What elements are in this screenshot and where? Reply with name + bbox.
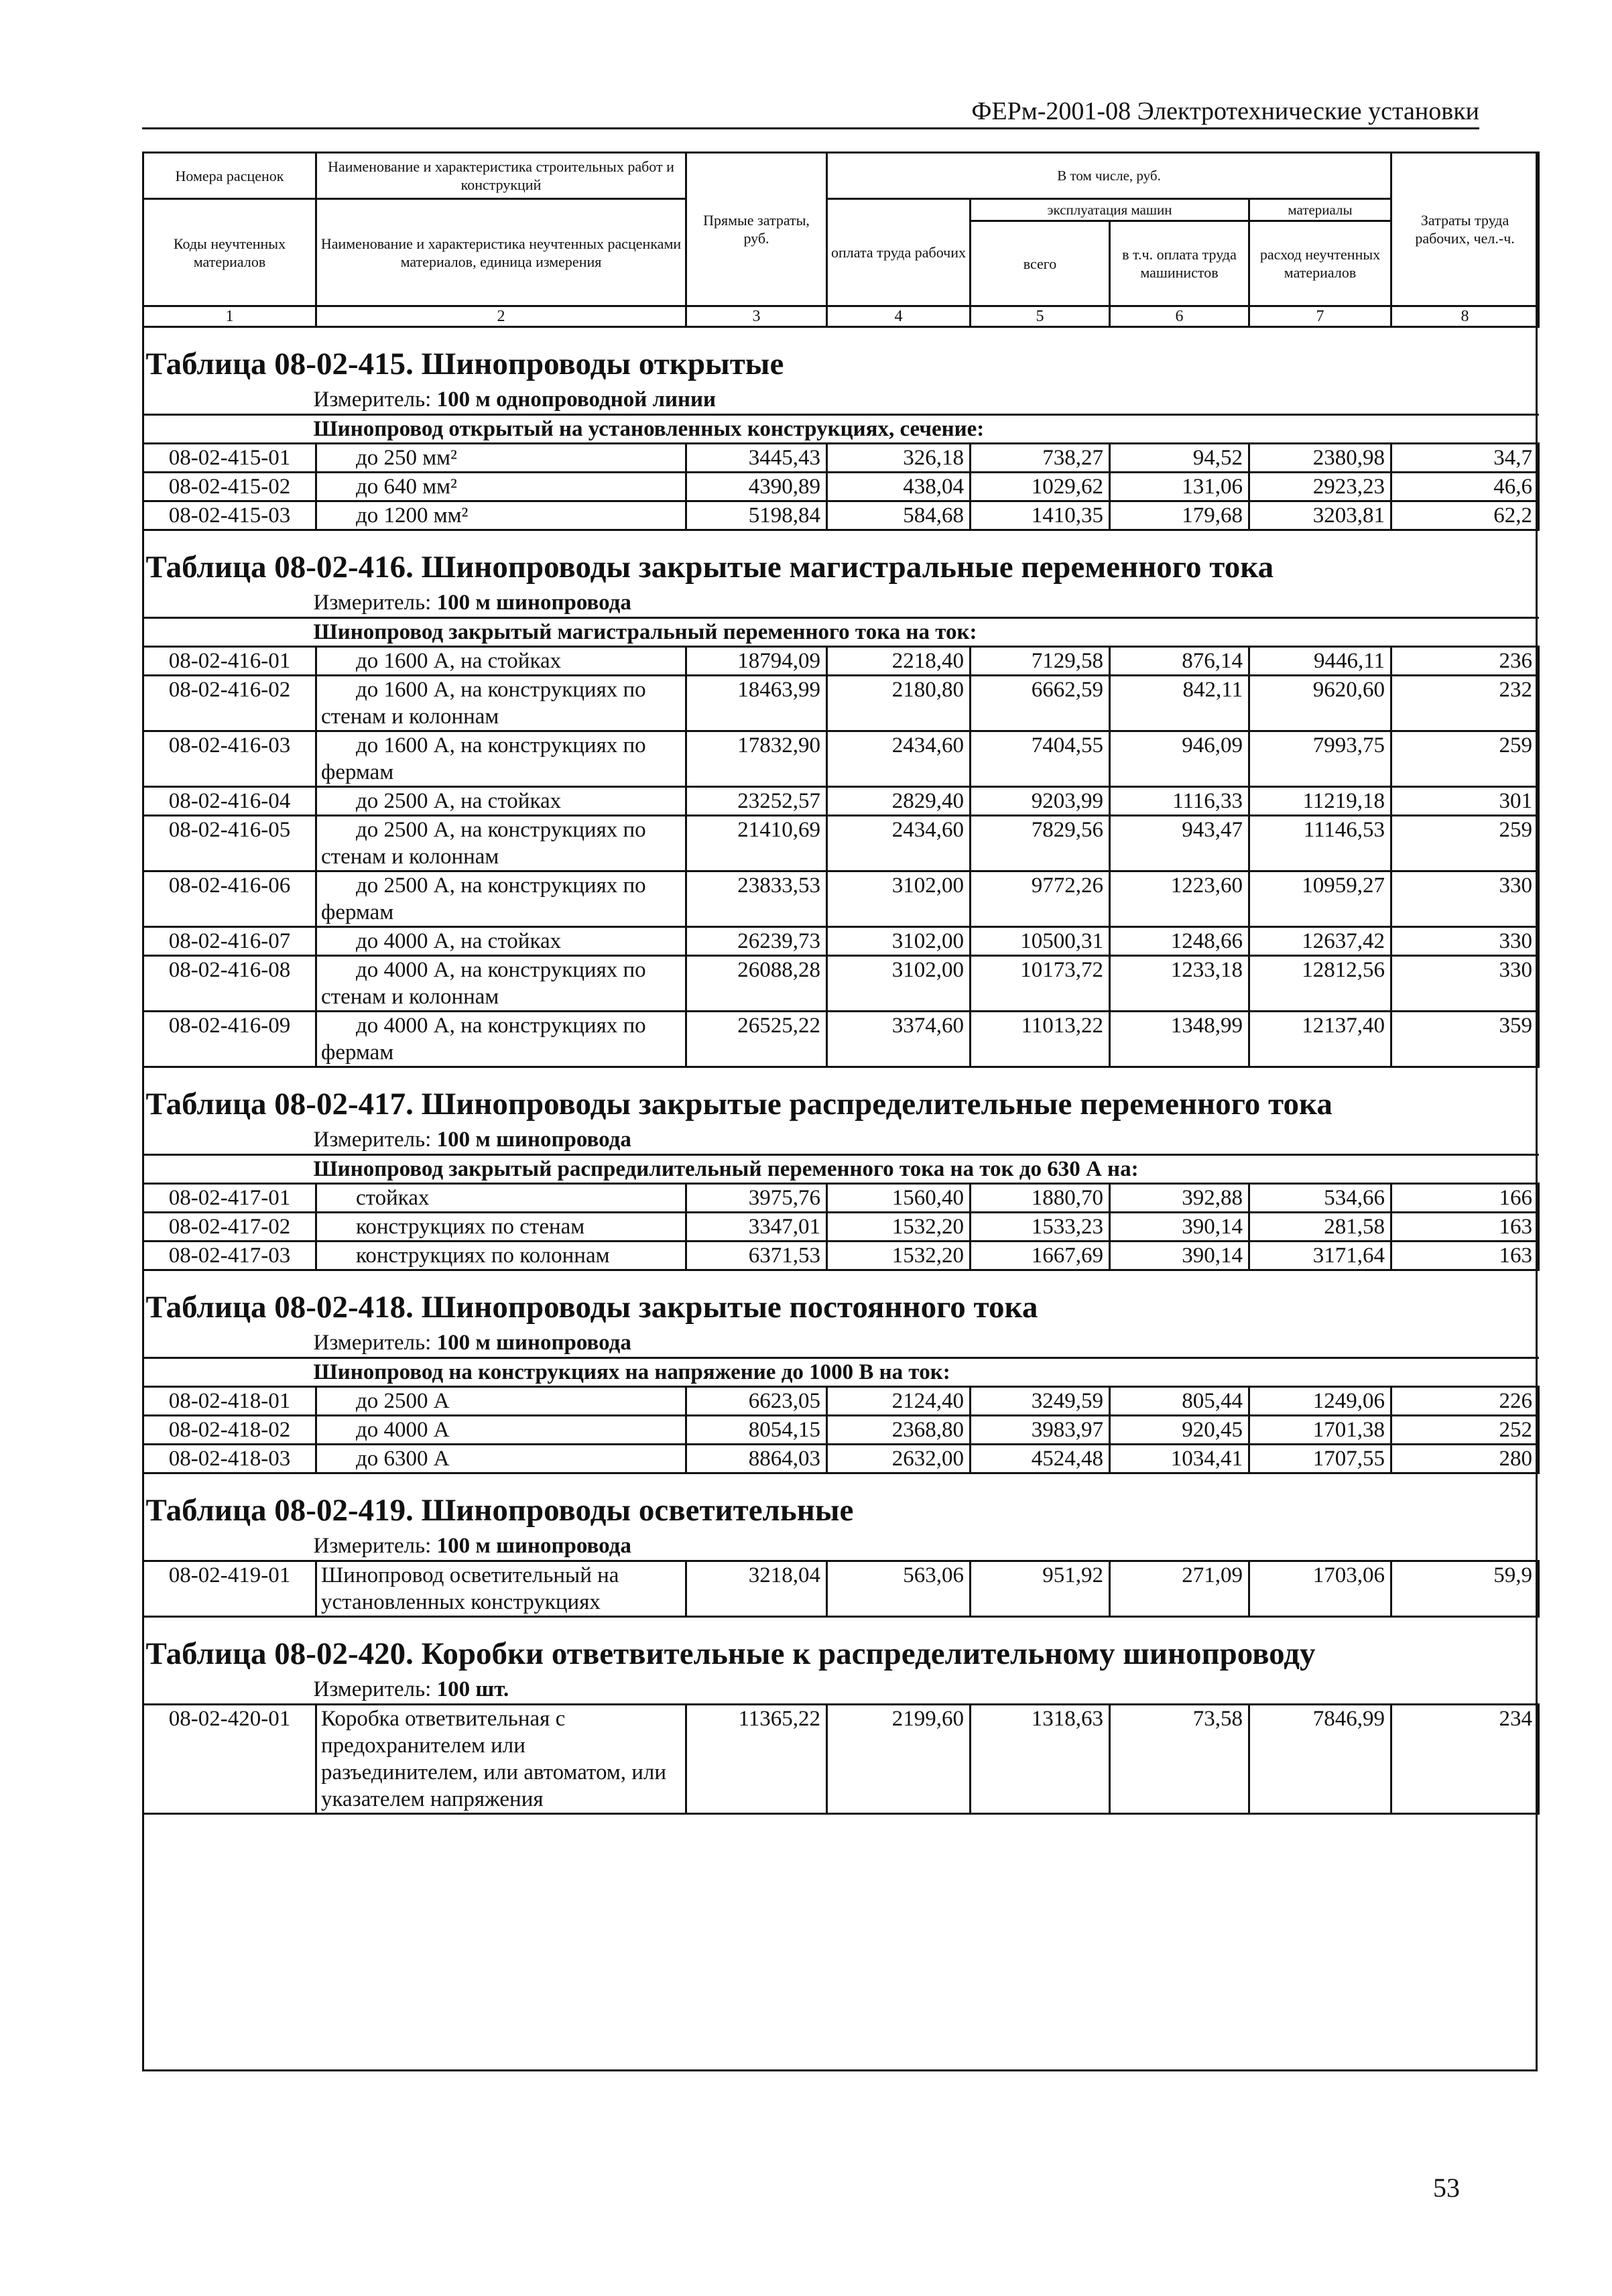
work-name: до 1600 А, на конструкциях по стенам и колоннам: [316, 676, 686, 731]
direct-costs: 23833,53: [686, 871, 827, 927]
group-heading: Шинопровод открытый на установленных конструкциях, сечение:: [143, 415, 1539, 444]
measurement-label: Измеритель:: [313, 387, 432, 412]
labor-hours: 163: [1391, 1242, 1539, 1270]
measurement-value: 100 м шинопровода: [436, 1534, 631, 1558]
labor-hours: 330: [1391, 956, 1539, 1012]
direct-costs: 21410,69: [686, 816, 827, 871]
labor-hours: 46,6: [1391, 473, 1539, 501]
materials: 1703,06: [1249, 1561, 1391, 1617]
table-row: [143, 787, 1539, 816]
labor-pay: 1532,20: [827, 1213, 971, 1242]
materials: 1707,55: [1249, 1445, 1391, 1473]
materials: 2380,98: [1249, 444, 1391, 473]
header-machines: эксплуатация машин: [971, 199, 1249, 221]
machines-total: 10500,31: [971, 927, 1110, 956]
measurement-label: Измеритель:: [313, 1534, 432, 1558]
machinists-pay: 920,45: [1110, 1416, 1249, 1445]
table-title: Таблица 08-02-417. Шинопроводы закрытые распределительные переменного тока: [145, 1087, 1332, 1122]
machinists-pay: 1348,99: [1110, 1012, 1249, 1067]
work-name: до 250 мм²: [316, 444, 686, 473]
machines-total: 7404,55: [971, 731, 1110, 787]
direct-costs: 3218,04: [686, 1561, 827, 1617]
direct-costs: 6371,53: [686, 1242, 827, 1270]
table-row: [143, 1387, 1539, 1416]
machinists-pay: 392,88: [1110, 1184, 1249, 1213]
labor-pay: 3102,00: [827, 871, 971, 927]
measurement-unit: [143, 1532, 1539, 1561]
machinists-pay: 1116,33: [1110, 787, 1249, 816]
labor-pay: 2434,60: [827, 816, 971, 871]
measurement-unit: [143, 385, 1539, 415]
direct-costs: 26088,28: [686, 956, 827, 1012]
machines-total: 7829,56: [971, 816, 1110, 871]
work-name: до 1600 А, на стойках: [316, 647, 686, 676]
rate-code: 08-02-416-08: [143, 956, 316, 1012]
machines-total: 10173,72: [971, 956, 1110, 1012]
machinists-pay: 946,09: [1110, 731, 1249, 787]
group-heading: Шинопровод на конструкциях на напряжение до 1000 В на ток:: [143, 1358, 1539, 1387]
table-title: Таблица 08-02-418. Шинопроводы закрытые постоянного тока: [145, 1290, 1038, 1325]
rate-code: 08-02-416-04: [143, 787, 316, 816]
work-name: до 6300 А: [316, 1445, 686, 1473]
rate-code: 08-02-419-01: [143, 1561, 316, 1617]
table-08-02-417: [143, 1067, 1539, 1270]
work-name: до 2500 А, на стойках: [316, 787, 686, 816]
work-name: конструкциях по стенам: [316, 1213, 686, 1242]
work-name: до 2500 А, на конструкциях по стенам и колоннам: [316, 816, 686, 871]
header-labor-costs: Затраты труда рабочих, чел.-ч.: [1391, 153, 1539, 306]
materials: 281,58: [1249, 1213, 1391, 1242]
labor-pay: 563,06: [827, 1561, 971, 1617]
machinists-pay: 943,47: [1110, 816, 1249, 871]
machinists-pay: 1233,18: [1110, 956, 1249, 1012]
materials: 1701,38: [1249, 1416, 1391, 1445]
labor-hours: 330: [1391, 927, 1539, 956]
labor-hours: 330: [1391, 871, 1539, 927]
labor-hours: 34,7: [1391, 444, 1539, 473]
labor-hours: 163: [1391, 1213, 1539, 1242]
header-materials-consumption: расход неучтенных материалов: [1249, 221, 1391, 306]
labor-pay: 3374,60: [827, 1012, 971, 1067]
machines-total: 11013,22: [971, 1012, 1110, 1067]
table-row: [143, 1242, 1539, 1270]
table-row: [143, 927, 1539, 956]
labor-pay: 3102,00: [827, 927, 971, 956]
labor-pay: 2829,40: [827, 787, 971, 816]
table-title: Таблица 08-02-419. Шинопроводы осветительные: [145, 1493, 854, 1528]
direct-costs: 18794,09: [686, 647, 827, 676]
table-row: [143, 1416, 1539, 1445]
work-name: до 640 мм²: [316, 473, 686, 501]
rate-code: 08-02-420-01: [143, 1705, 316, 1814]
labor-hours: 252: [1391, 1416, 1539, 1445]
rate-code: 08-02-415-03: [143, 501, 316, 530]
rate-code: 08-02-416-03: [143, 731, 316, 787]
column-number: 6: [1110, 306, 1249, 327]
group-heading: Шинопровод закрытый распредилительный переменного тока на ток до 630 А на:: [143, 1155, 1539, 1184]
materials: 10959,27: [1249, 871, 1391, 927]
labor-pay: 2124,40: [827, 1387, 971, 1416]
machinists-pay: 842,11: [1110, 676, 1249, 731]
page-number: 53: [1433, 2173, 1460, 2203]
labor-pay: 2368,80: [827, 1416, 971, 1445]
materials: 3203,81: [1249, 501, 1391, 530]
rate-code: 08-02-415-01: [143, 444, 316, 473]
rate-code: 08-02-417-03: [143, 1242, 316, 1270]
column-number: 4: [827, 306, 971, 327]
work-name: до 4000 А, на конструкциях по стенам и колоннам: [316, 956, 686, 1012]
work-name: стойках: [316, 1184, 686, 1213]
machinists-pay: 271,09: [1110, 1561, 1249, 1617]
measurement-label: Измеритель:: [313, 591, 432, 615]
direct-costs: 23252,57: [686, 787, 827, 816]
price-sheet: [142, 152, 1538, 2071]
column-number: 2: [316, 306, 686, 327]
direct-costs: 3347,01: [686, 1213, 827, 1242]
measurement-unit: [143, 1675, 1539, 1705]
work-name: до 1200 мм²: [316, 501, 686, 530]
materials: 7846,99: [1249, 1705, 1391, 1814]
labor-pay: 2199,60: [827, 1705, 971, 1814]
work-name: до 4000 А: [316, 1416, 686, 1445]
machines-total: 9203,99: [971, 787, 1110, 816]
machinists-pay: 131,06: [1110, 473, 1249, 501]
materials: 12137,40: [1249, 1012, 1391, 1067]
column-number: 7: [1249, 306, 1391, 327]
machines-total: 6662,59: [971, 676, 1110, 731]
labor-pay: 326,18: [827, 444, 971, 473]
table-row: [143, 731, 1539, 787]
work-name: Коробка ответвительная с предохранителем или разъединителем, или автоматом, или указателем напряжения: [316, 1705, 686, 1814]
labor-pay: 3102,00: [827, 956, 971, 1012]
table-row: [143, 1705, 1539, 1814]
machines-total: 9772,26: [971, 871, 1110, 927]
materials: 9446,11: [1249, 647, 1391, 676]
rate-code: 08-02-416-05: [143, 816, 316, 871]
measurement-unit: [143, 589, 1539, 618]
table-08-02-420: [143, 1617, 1539, 1814]
labor-pay: 584,68: [827, 501, 971, 530]
machines-total: 1318,63: [971, 1705, 1110, 1814]
materials: 9620,60: [1249, 676, 1391, 731]
header-labor-pay: оплата труда рабочих: [827, 199, 971, 306]
header-machinists-pay: в т.ч. оплата труда машинистов: [1110, 221, 1249, 306]
rate-code: 08-02-415-02: [143, 473, 316, 501]
rate-code: 08-02-416-02: [143, 676, 316, 731]
group-heading: Шинопровод закрытый магистральный переменного тока на ток:: [143, 618, 1539, 647]
labor-pay: 1560,40: [827, 1184, 971, 1213]
table-row: [143, 1561, 1539, 1617]
materials: 534,66: [1249, 1184, 1391, 1213]
table-row: [143, 647, 1539, 676]
machinists-pay: 1223,60: [1110, 871, 1249, 927]
direct-costs: 8864,03: [686, 1445, 827, 1473]
column-number: 3: [686, 306, 827, 327]
rate-code: 08-02-416-01: [143, 647, 316, 676]
machines-total: 1533,23: [971, 1213, 1110, 1242]
table-title: Таблица 08-02-416. Шинопроводы закрытые магистральные переменного тока: [145, 550, 1274, 585]
work-name: конструкциях по колоннам: [316, 1242, 686, 1270]
labor-hours: 301: [1391, 787, 1539, 816]
labor-hours: 59,9: [1391, 1561, 1539, 1617]
table-row: [143, 1012, 1539, 1067]
rate-code: 08-02-416-07: [143, 927, 316, 956]
machinists-pay: 390,14: [1110, 1213, 1249, 1242]
direct-costs: 26239,73: [686, 927, 827, 956]
measurement-value: 100 м шинопровода: [436, 591, 631, 615]
rate-code: 08-02-418-01: [143, 1387, 316, 1416]
table-row: [143, 444, 1539, 473]
rate-code: 08-02-417-01: [143, 1184, 316, 1213]
labor-hours: 236: [1391, 647, 1539, 676]
direct-costs: 26525,22: [686, 1012, 827, 1067]
labor-pay: 2632,00: [827, 1445, 971, 1473]
direct-costs: 3445,43: [686, 444, 827, 473]
table-header: [143, 153, 1539, 327]
table-08-02-418: [143, 1270, 1539, 1473]
materials: 11146,53: [1249, 816, 1391, 871]
labor-hours: 259: [1391, 731, 1539, 787]
materials: 1249,06: [1249, 1387, 1391, 1416]
direct-costs: 18463,99: [686, 676, 827, 731]
rate-code: 08-02-418-02: [143, 1416, 316, 1445]
materials: 11219,18: [1249, 787, 1391, 816]
table-row: [143, 1213, 1539, 1242]
labor-hours: 232: [1391, 676, 1539, 731]
table-row: [143, 956, 1539, 1012]
machines-total: 951,92: [971, 1561, 1110, 1617]
work-name: до 1600 А, на конструкциях по фермам: [316, 731, 686, 787]
price-table: [142, 152, 1540, 1815]
machines-total: 1667,69: [971, 1242, 1110, 1270]
work-name: до 4000 А, на стойках: [316, 927, 686, 956]
table-row: [143, 676, 1539, 731]
machinists-pay: 94,52: [1110, 444, 1249, 473]
header-direct-costs: Прямые затраты, руб.: [686, 153, 827, 306]
materials: 2923,23: [1249, 473, 1391, 501]
work-name: до 4000 А, на конструкциях по фермам: [316, 1012, 686, 1067]
labor-hours: 280: [1391, 1445, 1539, 1473]
table-08-02-415: [143, 327, 1539, 530]
rate-code: 08-02-416-09: [143, 1012, 316, 1067]
measurement-value: 100 шт.: [436, 1677, 509, 1701]
measurement-value: 100 м шинопровода: [436, 1331, 631, 1355]
header-machines-total: всего: [971, 221, 1110, 306]
work-name: Шинопровод осветительный на установленных конструкциях: [316, 1561, 686, 1617]
measurement-label: Измеритель:: [313, 1128, 432, 1152]
header-work-name: Наименование и характеристика строительных работ и конструкций: [316, 153, 686, 199]
labor-pay: 438,04: [827, 473, 971, 501]
rate-code: 08-02-417-02: [143, 1213, 316, 1242]
header-materials: материалы: [1249, 199, 1391, 221]
direct-costs: 17832,90: [686, 731, 827, 787]
materials: 3171,64: [1249, 1242, 1391, 1270]
machines-total: 738,27: [971, 444, 1110, 473]
header-material-name: Наименование и характеристика неучтенных расценками материалов, единица измерения: [316, 199, 686, 306]
labor-hours: 359: [1391, 1012, 1539, 1067]
labor-pay: 2218,40: [827, 647, 971, 676]
direct-costs: 5198,84: [686, 501, 827, 530]
labor-pay: 2180,80: [827, 676, 971, 731]
table-row: [143, 816, 1539, 871]
materials: 12812,56: [1249, 956, 1391, 1012]
machinists-pay: 73,58: [1110, 1705, 1249, 1814]
direct-costs: 4390,89: [686, 473, 827, 501]
machines-total: 1880,70: [971, 1184, 1110, 1213]
materials: 7993,75: [1249, 731, 1391, 787]
direct-costs: 8054,15: [686, 1416, 827, 1445]
measurement-unit: [143, 1329, 1539, 1358]
work-name: до 2500 А: [316, 1387, 686, 1416]
labor-hours: 259: [1391, 816, 1539, 871]
measurement-value: 100 м шинопровода: [436, 1128, 631, 1152]
rate-code: 08-02-418-03: [143, 1445, 316, 1473]
machines-total: 3983,97: [971, 1416, 1110, 1445]
measurement-unit: [143, 1126, 1539, 1155]
machinists-pay: 179,68: [1110, 501, 1249, 530]
measurement-label: Измеритель:: [313, 1677, 432, 1701]
labor-hours: 234: [1391, 1705, 1539, 1814]
machines-total: 1410,35: [971, 501, 1110, 530]
direct-costs: 3975,76: [686, 1184, 827, 1213]
machinists-pay: 390,14: [1110, 1242, 1249, 1270]
table-row: [143, 871, 1539, 927]
column-number: 5: [971, 306, 1110, 327]
header-rate-numbers: Номера расценок: [143, 153, 316, 199]
table-row: [143, 501, 1539, 530]
header-including: В том числе, руб.: [827, 153, 1391, 199]
materials: 12637,42: [1249, 927, 1391, 956]
machinists-pay: 1034,41: [1110, 1445, 1249, 1473]
running-head: [142, 94, 1479, 129]
measurement-value: 100 м однопроводной линии: [436, 387, 717, 412]
running-head-text: ФЕРм-2001-08 Электротехнические установки: [971, 97, 1479, 125]
column-number: 1: [143, 306, 316, 327]
table-08-02-416: [143, 530, 1539, 1067]
machines-total: 7129,58: [971, 647, 1110, 676]
direct-costs: 11365,22: [686, 1705, 827, 1814]
labor-hours: 226: [1391, 1387, 1539, 1416]
labor-pay: 2434,60: [827, 731, 971, 787]
column-number: 8: [1391, 306, 1539, 327]
machinists-pay: 1248,66: [1110, 927, 1249, 956]
machinists-pay: 876,14: [1110, 647, 1249, 676]
labor-hours: 62,2: [1391, 501, 1539, 530]
measurement-label: Измеритель:: [313, 1331, 432, 1355]
machines-total: 3249,59: [971, 1387, 1110, 1416]
labor-pay: 1532,20: [827, 1242, 971, 1270]
table-row: [143, 1184, 1539, 1213]
table-title: Таблица 08-02-415. Шинопроводы открытые: [145, 347, 784, 381]
labor-hours: 166: [1391, 1184, 1539, 1213]
machines-total: 1029,62: [971, 473, 1110, 501]
machines-total: 4524,48: [971, 1445, 1110, 1473]
table-title: Таблица 08-02-420. Коробки ответвительные к распределительному шинопроводу: [145, 1636, 1316, 1671]
rate-code: 08-02-416-06: [143, 871, 316, 927]
header-material-codes: Коды неучтенных материалов: [143, 199, 316, 306]
table-row: [143, 1445, 1539, 1473]
direct-costs: 6623,05: [686, 1387, 827, 1416]
machinists-pay: 805,44: [1110, 1387, 1249, 1416]
work-name: до 2500 А, на конструкциях по фермам: [316, 871, 686, 927]
table-row: [143, 473, 1539, 501]
table-08-02-419: [143, 1473, 1539, 1617]
